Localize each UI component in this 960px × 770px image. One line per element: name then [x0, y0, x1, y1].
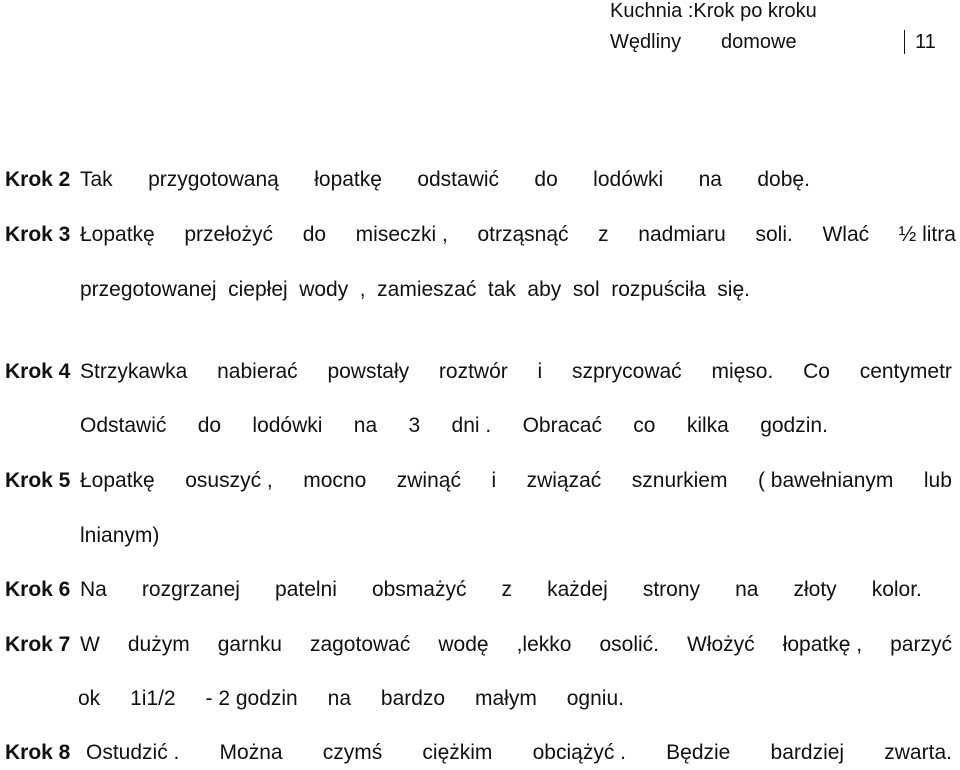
step-5-label: Krok 5 — [5, 469, 71, 492]
word: bardzo — [380, 687, 446, 710]
word: obsmażyć — [371, 578, 467, 601]
word: roztwór — [438, 360, 508, 383]
word: strony — [642, 578, 701, 601]
word: ogniu. — [566, 687, 624, 710]
word: do — [534, 168, 558, 191]
section-word-2: domowe — [721, 31, 797, 53]
word: mięso. — [711, 360, 774, 383]
word: garnku — [217, 633, 282, 656]
word: godzin. — [760, 414, 828, 437]
word: lodówki — [593, 168, 664, 191]
word: odstawić — [417, 168, 500, 191]
word: zwinąć — [396, 469, 461, 492]
word: lodówki — [252, 414, 323, 437]
word: dobę. — [757, 168, 810, 191]
word: łopatkę , — [782, 633, 863, 656]
word: małym — [475, 687, 537, 710]
word: nabierać — [217, 360, 298, 383]
step-7-line-2 — [78, 687, 624, 711]
word: każdej — [547, 578, 608, 601]
word: szprycować — [571, 360, 682, 383]
word: Ostudzić . — [86, 741, 180, 764]
word: i — [491, 469, 497, 492]
word: Tak — [80, 168, 113, 191]
section-word-1: Wędliny — [610, 31, 682, 53]
word: kilka — [686, 414, 729, 437]
word: ciężkim — [422, 741, 493, 764]
word: związać — [526, 469, 602, 492]
step-6-label: Krok 6 — [5, 578, 71, 601]
step-3-line-1 — [80, 223, 956, 247]
word: ok — [78, 687, 101, 710]
word: do — [197, 414, 222, 437]
word: przygotowaną — [148, 168, 279, 191]
word: Obracać — [522, 414, 602, 437]
word: lub — [923, 469, 952, 492]
word: ciepłej — [228, 278, 288, 301]
word: miseczki , — [355, 223, 448, 246]
word: przegotowanej — [80, 278, 217, 301]
word: dużym — [127, 633, 190, 656]
word: ( bawełnianym — [757, 469, 894, 492]
word: łopatkę — [314, 168, 382, 191]
word: ,lekko — [516, 633, 572, 656]
word: Łopatkę — [80, 223, 155, 246]
word: mocno — [303, 469, 367, 492]
word: bardziej — [770, 741, 845, 764]
word: kolor. — [871, 578, 922, 601]
word: osolić. — [599, 633, 659, 656]
word: parzyć — [890, 633, 952, 656]
word: na — [735, 578, 759, 601]
word: rozgrzanej — [141, 578, 240, 601]
word: 1i1/2 — [130, 687, 176, 710]
word: centymetr — [859, 360, 952, 383]
page-number-divider — [904, 30, 905, 54]
step-7-label: Krok 7 — [5, 633, 71, 656]
step-3-line-2 — [80, 278, 750, 302]
word: wodę — [438, 633, 489, 656]
word: Włożyć — [687, 633, 755, 656]
word: na — [698, 168, 722, 191]
word: na — [327, 687, 351, 710]
step-4-line-2 — [80, 414, 828, 438]
word: nadmiaru — [638, 223, 726, 246]
word: 3 — [408, 414, 421, 437]
word: Strzykawka — [80, 360, 188, 383]
word: ½ litra — [898, 223, 956, 246]
word: obciążyć . — [532, 741, 626, 764]
word: sznurkiem — [631, 469, 728, 492]
step-5-line-2: lnianym) — [80, 524, 160, 547]
word: na — [353, 414, 378, 437]
step-4-label: Krok 4 — [5, 360, 71, 383]
word: aby — [527, 278, 562, 301]
step-8-label: Krok 8 — [5, 741, 71, 764]
word: powstały — [327, 360, 410, 383]
word: Wlać — [822, 223, 870, 246]
word: osuszyć , — [185, 469, 273, 492]
word: W — [80, 633, 100, 656]
word: Będzie — [666, 741, 731, 764]
word: z — [501, 578, 513, 601]
word: co — [633, 414, 656, 437]
word: patelni — [275, 578, 337, 601]
step-5-line-1 — [80, 469, 952, 493]
word: czymś — [322, 741, 383, 764]
word: wody — [299, 278, 349, 301]
word: zagotować — [309, 633, 411, 656]
word: Łopatkę — [80, 469, 155, 492]
word: soli. — [755, 223, 793, 246]
word: zwarta. — [884, 741, 952, 764]
word: - 2 godzin — [205, 687, 298, 710]
word: zamieszać — [377, 278, 477, 301]
step-2-label: Krok 2 — [5, 168, 71, 191]
word: , — [359, 278, 366, 301]
word: dni . — [451, 414, 492, 437]
word: Można — [219, 741, 283, 764]
step-6-line-1 — [80, 578, 922, 602]
word: i — [537, 360, 543, 383]
step-4-line-1 — [80, 360, 952, 384]
word: sol — [572, 278, 600, 301]
book-title: Kuchnia :Krok po kroku — [610, 0, 817, 22]
page-number: 11 — [915, 31, 936, 53]
word: złoty — [793, 578, 837, 601]
word: się. — [717, 278, 750, 301]
word: Co — [803, 360, 830, 383]
word: tak — [487, 278, 516, 301]
step-8-line-1 — [86, 741, 952, 765]
word: Na — [80, 578, 107, 601]
step-7-line-1 — [80, 633, 952, 657]
word: przełożyć — [184, 223, 274, 246]
step-2-line-1 — [80, 168, 810, 192]
word: otrząsnąć — [477, 223, 569, 246]
word: z — [598, 223, 609, 246]
word: Odstawić — [80, 414, 167, 437]
word: do — [302, 223, 327, 246]
step-3-label: Krok 3 — [5, 223, 71, 246]
word: rozpuściła — [611, 278, 706, 301]
